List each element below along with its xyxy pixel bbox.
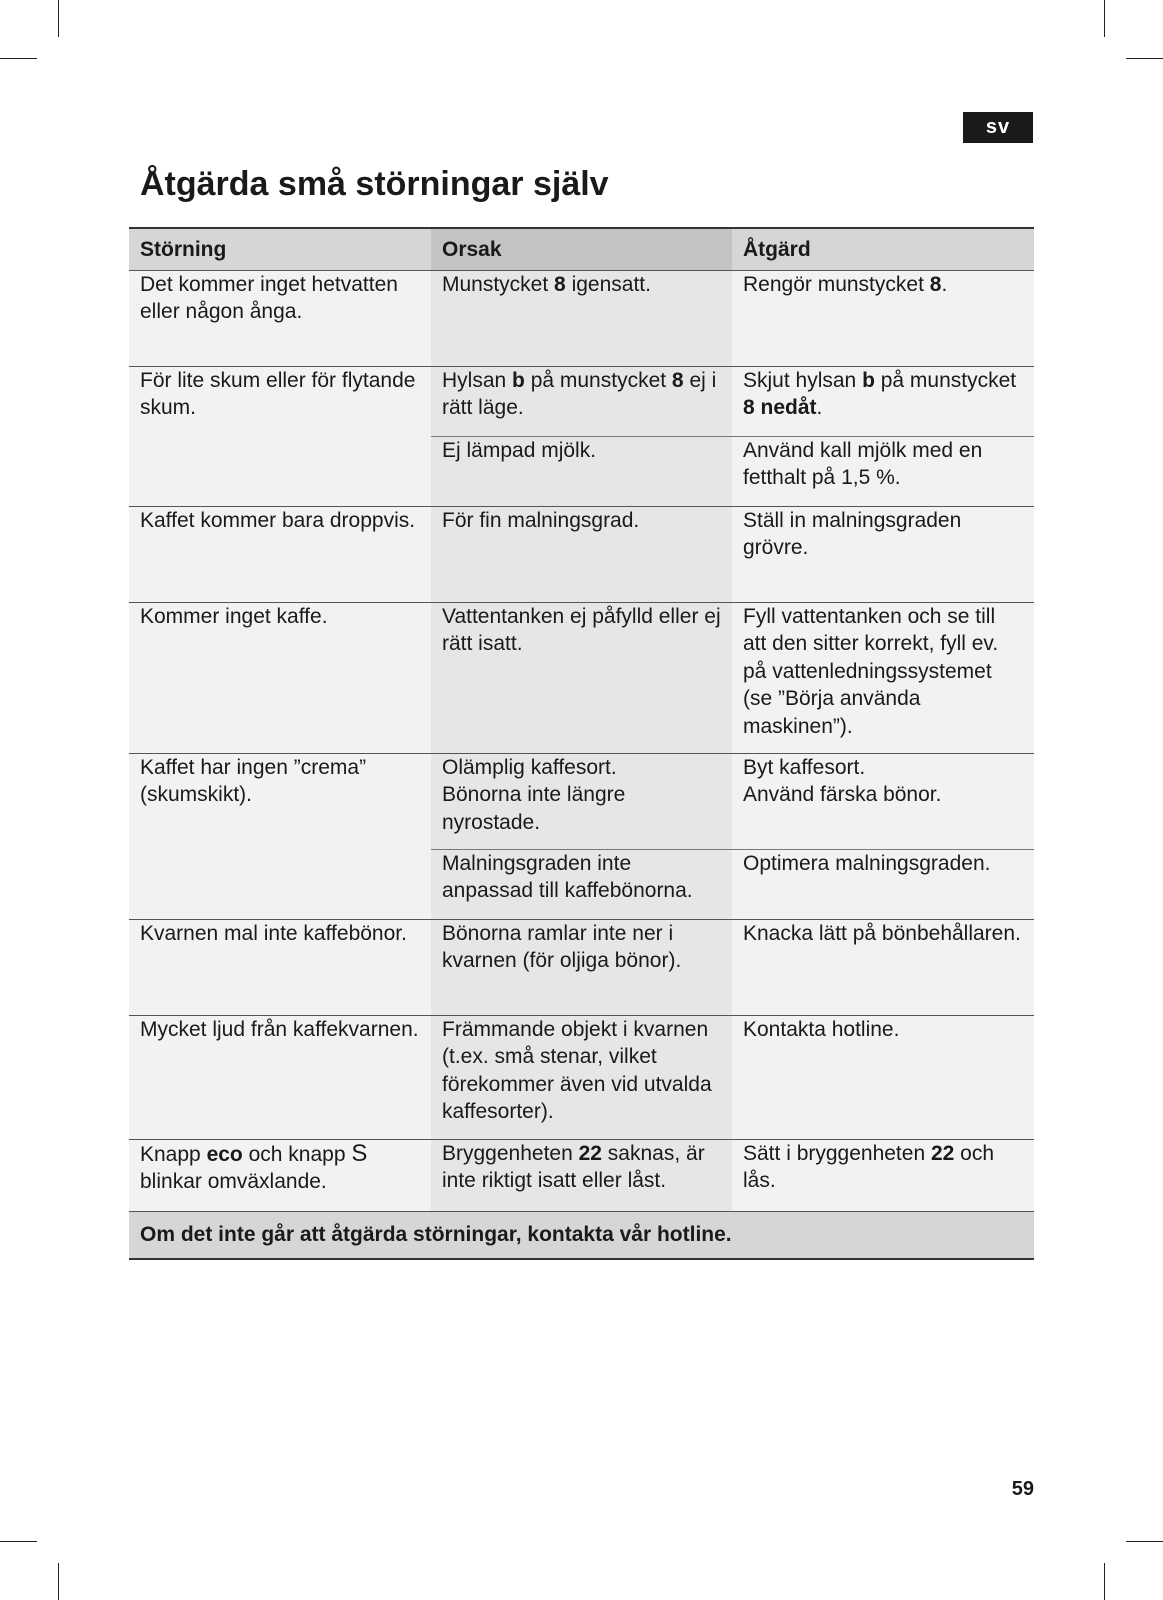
action-cell: Rengör munstycket 8. [732, 270, 1034, 366]
crop-mark [58, 1563, 59, 1600]
table-row [129, 1015, 1034, 1139]
symptom-cell: Det kommer inget hetvatten eller någon ånga. [129, 270, 431, 366]
cause-cell: Malningsgraden inte anpassad till kaffebönorna. [431, 849, 732, 919]
symptom-cell: Kaffet kommer bara droppvis. [129, 506, 431, 602]
table-row [129, 602, 1034, 753]
cause-cell: Främmande objekt i kvarnen (t.ex. små stenar, vilket förekommer även vid utvalda kaffesorter). [431, 1015, 732, 1139]
table-row [129, 919, 1034, 1015]
table-footer-row [129, 1211, 1034, 1259]
cause-cell: Ej lämpad mjölk. [431, 436, 732, 506]
cause-cell: Vattentanken ej påfylld eller ej rätt isatt. [431, 602, 732, 753]
cause-cell: Hylsan b på munstycket 8 ej i rätt läge. [431, 366, 732, 436]
header-cause: Orsak [431, 228, 732, 270]
action-cell: Sätt i bryggenheten 22 och lås. [732, 1139, 1034, 1211]
symptom-cell: Kaffet har ingen ”crema” (skumskikt). [129, 753, 431, 919]
action-cell: Kontakta hotline. [732, 1015, 1034, 1139]
crop-mark [0, 58, 37, 59]
action-cell: Skjut hylsan b på munstycket 8 nedåt. [732, 366, 1034, 436]
cause-cell: Olämplig kaffesort. Bönorna inte längre nyrostade. [431, 753, 732, 849]
table-row [129, 270, 1034, 366]
hotline-note: Om det inte går att åtgärda störningar, kontakta vår hotline. [129, 1211, 1034, 1259]
action-cell: Fyll vattentanken och se till att den sitter korrekt, fyll ev. på vattenledningssystemet (se ”Börja använda maskinen”). [732, 602, 1034, 753]
crop-mark [1126, 58, 1163, 59]
action-cell: Använd kall mjölk med en fetthalt på 1,5 %. [732, 436, 1034, 506]
crop-mark [1126, 1541, 1163, 1542]
crop-mark [1104, 0, 1105, 37]
cause-cell: Munstycket 8 igensatt. [431, 270, 732, 366]
crop-mark [58, 0, 59, 37]
action-cell: Byt kaffesort. Använd färska bönor. [732, 753, 1034, 849]
symptom-cell: Kvarnen mal inte kaffebönor. [129, 919, 431, 1015]
symptom-cell: Mycket ljud från kaffekvarnen. [129, 1015, 431, 1139]
table-row [129, 753, 1034, 849]
cause-cell: Bönorna ramlar inte ner i kvarnen (för oljiga bönor). [431, 919, 732, 1015]
crop-mark [0, 1541, 37, 1542]
action-cell: Optimera malningsgraden. [732, 849, 1034, 919]
table-row [129, 366, 1034, 436]
cause-cell: Bryggenheten 22 saknas, är inte riktigt isatt eller låst. [431, 1139, 732, 1211]
symptom-cell: Knapp eco och knapp S blinkar omväxlande. [129, 1139, 431, 1211]
action-cell: Ställ in malningsgraden grövre. [732, 506, 1034, 602]
language-badge: sv [963, 112, 1033, 143]
table-row [129, 506, 1034, 602]
page-number: 59 [1011, 1478, 1034, 1500]
page-title: Åtgärda små störningar själv [140, 165, 609, 203]
crop-mark [1104, 1563, 1105, 1600]
action-cell: Knacka lätt på bönbehållaren. [732, 919, 1034, 1015]
cause-cell: För fin malningsgrad. [431, 506, 732, 602]
table-row [129, 1139, 1034, 1211]
symptom-cell: För lite skum eller för flytande skum. [129, 366, 431, 506]
symptom-cell: Kommer inget kaffe. [129, 602, 431, 753]
header-symptom: Störning [129, 228, 431, 270]
header-action: Åtgärd [732, 228, 1034, 270]
table-header-row [129, 228, 1034, 270]
troubleshooting-table [129, 227, 1034, 1260]
